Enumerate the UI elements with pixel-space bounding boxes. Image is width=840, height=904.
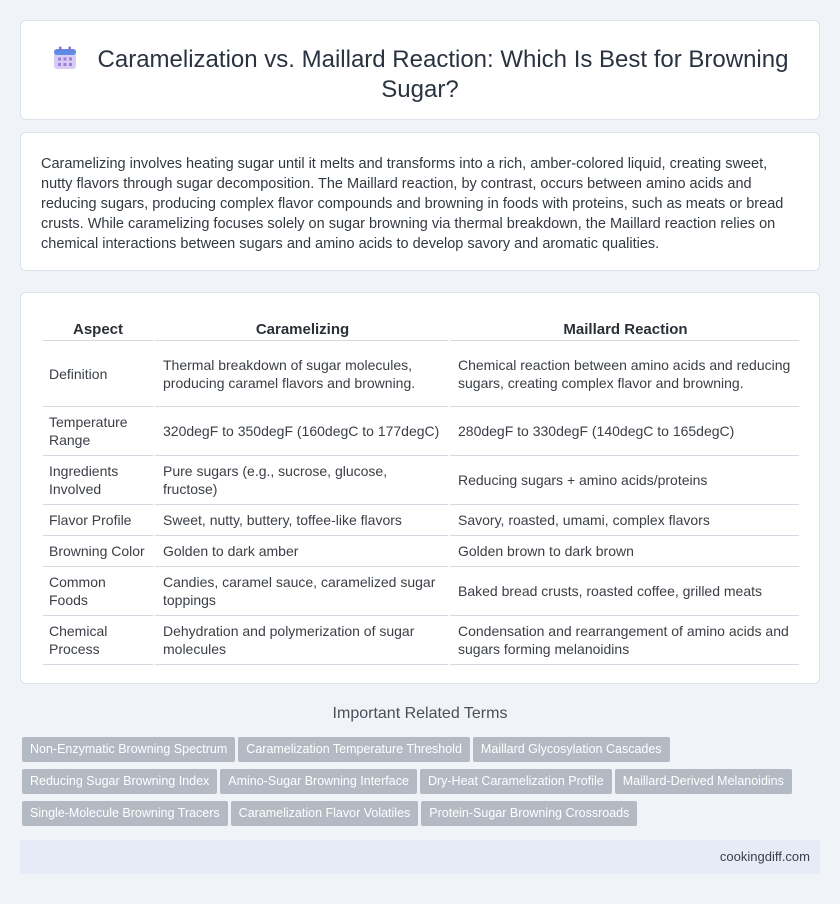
row-aspect: Chemical Process [43,616,153,665]
related-terms-title: Important Related Terms [332,705,508,722]
table-row [43,536,799,567]
row-maillard: Condensation and rearrangement of amino acids and sugars forming melanoidins [448,616,799,665]
related-term-tag[interactable]: Maillard Glycosylation Cascades [473,737,670,762]
row-caramelizing: Pure sugars (e.g., sucrose, glucose, fructose) [153,456,448,505]
page-title-wrap [51,45,789,105]
table-row [43,341,799,407]
comparison-table [43,313,799,665]
row-maillard: Baked bread crusts, roasted coffee, grilled meats [448,567,799,616]
related-term-tag[interactable]: Non-Enzymatic Browning Spectrum [22,737,235,762]
row-maillard: 280degF to 330degF (140degC to 165degC) [448,407,799,456]
comparison-card [20,292,820,684]
tag-row [22,801,822,833]
intro-paragraph: Caramelizing involves heating sugar until it melts and transforms into a rich, amber-colored liquid, creating sweet, nutty flavors through sugar decomposition. The Maillard reaction, by contrast, occurs between amino acids and reducing sugars, producing complex flavor compounds and browning in foods with proteins, such as meats or bread crusts. While caramelizing focuses solely on sugar browning via thermal breakdown, the Maillard reaction relies on chemical interactions between sugars and amino acids to develop savory and aromatic qualities. [41,156,784,252]
row-maillard: Golden brown to dark brown [448,536,799,567]
header-aspect: Aspect [43,313,153,341]
footer-site-link[interactable]: cookingdiff.com [719,849,810,864]
table-header-row [43,313,799,341]
related-term-tag[interactable]: Single-Molecule Browning Tracers [22,801,228,826]
row-maillard: Chemical reaction between amino acids and reducing sugars, creating complex flavor and browning. [448,341,799,407]
row-aspect: Common Foods [43,567,153,616]
related-term-tag[interactable]: Dry-Heat Caramelization Profile [420,769,612,794]
row-caramelizing: Candies, caramel sauce, caramelized sugar toppings [153,567,448,616]
row-maillard: Reducing sugars + amino acids/proteins [448,456,799,505]
footer [20,840,820,874]
header-maillard: Maillard Reaction [448,313,799,341]
row-aspect: Ingredients Involved [43,456,153,505]
related-term-tag[interactable]: Caramelization Flavor Volatiles [231,801,419,826]
table-row [43,505,799,536]
table-row [43,567,799,616]
table-row [43,456,799,505]
intro-card [20,132,820,271]
row-aspect: Definition [43,341,153,407]
row-caramelizing: Sweet, nutty, buttery, toffee-like flavors [153,505,448,536]
related-term-tag[interactable]: Maillard-Derived Melanoidins [615,769,792,794]
row-maillard: Savory, roasted, umami, complex flavors [448,505,799,536]
tag-row [22,769,822,801]
calendar-icon [52,45,78,71]
row-aspect: Browning Color [43,536,153,567]
page-title: Caramelization vs. Maillard Reaction: Which Is Best for Browning Sugar? [97,46,789,103]
row-caramelizing: 320degF to 350degF (160degC to 177degC) [153,407,448,456]
header-caramelizing: Caramelizing [153,313,448,341]
row-aspect: Temperature Range [43,407,153,456]
table-row [43,407,799,456]
table-row [43,616,799,665]
related-term-tag[interactable]: Reducing Sugar Browning Index [22,769,217,794]
row-aspect: Flavor Profile [43,505,153,536]
related-terms-tags [22,737,822,833]
header-card [20,20,820,120]
related-term-tag[interactable]: Caramelization Temperature Threshold [238,737,470,762]
related-term-tag[interactable]: Amino-Sugar Browning Interface [220,769,417,794]
row-caramelizing: Golden to dark amber [153,536,448,567]
row-caramelizing: Thermal breakdown of sugar molecules, producing caramel flavors and browning. [153,341,448,407]
tag-row [22,737,822,769]
related-term-tag[interactable]: Protein-Sugar Browning Crossroads [421,801,637,826]
row-caramelizing: Dehydration and polymerization of sugar molecules [153,616,448,665]
